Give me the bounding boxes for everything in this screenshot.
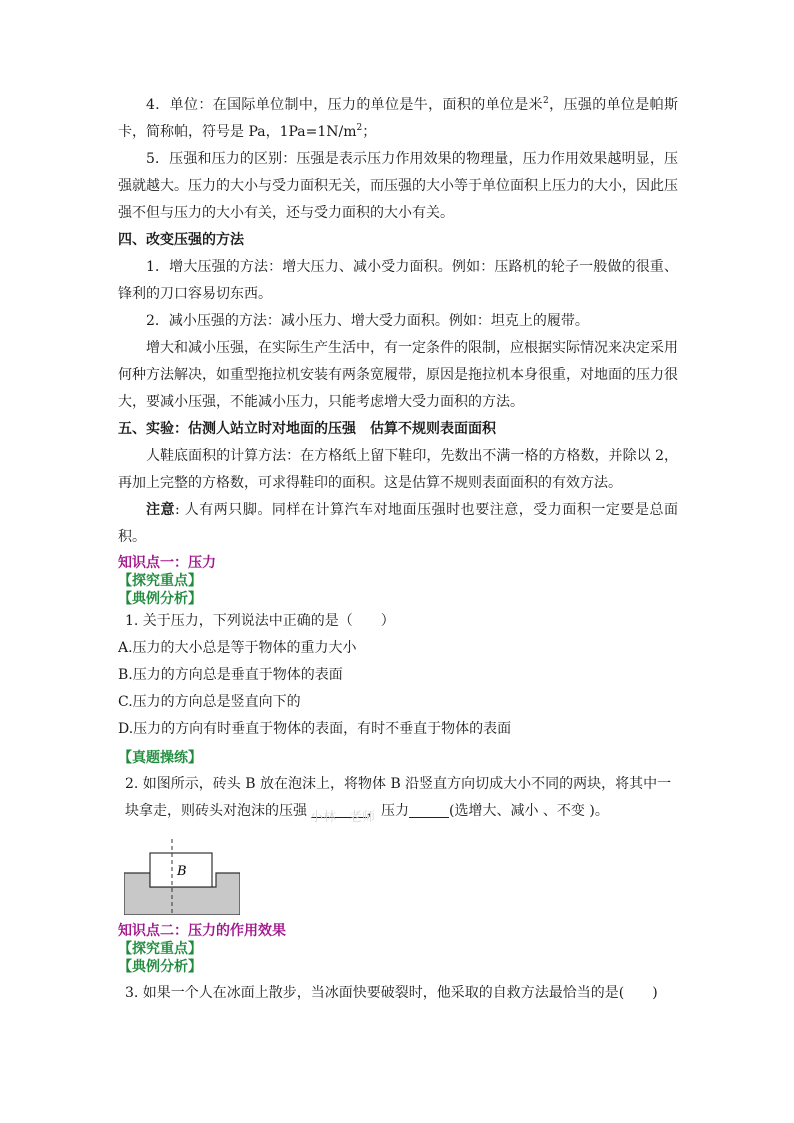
note-paragraph <box>118 497 678 551</box>
tractor-paragraph: 增大和减小压强，在实际生产生活中，有一定条件的限制，应根据实际情况来决定采用何种方法解决，如重型拖拉机安装有两条宽履带，原因是拖拉机本身很重，对地面的压力很大，要减小压强，不能减小压力，只能考虑增大受力面积的方法。 <box>118 340 678 410</box>
kp1-practice-tag: 【真题操练】 <box>118 750 202 766</box>
kp1-focus-tag: 【探究重点】 <box>118 573 202 589</box>
kp2-title: 知识点二：压力的作用效果 <box>118 923 286 939</box>
question-2: 2. 如图所示，砖头 B 放在泡沫上，将物体 B 沿竖直方向切成大小不同的两块，将其中一块拿走，则砖头对泡沫的压强 ，压力 (选增大、减小 、不变 )。 <box>125 776 672 819</box>
document-page <box>118 92 678 1007</box>
question-3: 3. 如果一个人在冰面上散步，当冰面快要破裂时，他采取的自救方法最恰当的是( ) <box>125 985 658 1001</box>
option-d: D.压力的方向有时垂直于物体的表面，有时不垂直于物体的表面 <box>118 721 512 737</box>
option-b: B.压力的方向总是垂直于物体的表面 <box>118 667 343 683</box>
option-a: A.压力的大小总是等于物体的重力大小 <box>118 640 357 656</box>
brick-label: B <box>177 864 187 879</box>
force-blank[interactable] <box>409 803 449 818</box>
decrease-pressure-paragraph: 2．减小压强的方法：减小压力、增大受力面积。例如：坦克上的履带。 <box>146 313 589 329</box>
kp1-title: 知识点一：压力 <box>118 555 216 571</box>
increase-pressure-paragraph: 1．增大压强的方法：增大压力、减小受力面积。例如：压路机的轮子一般做的很重、锋利的刀口容易切东西。 <box>118 259 678 302</box>
note-text: : 人有两只脚。同样在计算汽车对地面压强时也要注意，受力面积一定要是总面积。 <box>118 502 678 545</box>
note-label: 注意 <box>146 502 176 518</box>
kp2-example-tag: 【典例分析】 <box>118 959 202 975</box>
brick-on-foam-figure <box>124 835 240 915</box>
section4-heading: 四、改变压强的方法 <box>118 232 244 248</box>
item5-paragraph: 5．压强和压力的区别：压强是表示压力作用效果的物理量，压力作用效果越明显，压强就越大。压力的大小与受力面积无关，而压强的大小等于单位面积上压力的大小，因此压强不但与压力的大小有关，还与受力面积的大小有关。 <box>118 151 678 221</box>
kp2-focus-tag: 【探究重点】 <box>118 941 202 957</box>
question-1: 1. 关于压力，下列说法中正确的是（ ） <box>125 613 395 629</box>
kp1-example-tag: 【典例分析】 <box>118 591 202 607</box>
section5-heading: 五、实验：估测人站立时对地面的压强 估算不规则表面面积 <box>118 421 496 437</box>
watermark: 小林 老师 <box>310 810 376 825</box>
shoe-area-paragraph: 人鞋底面积的计算方法：在方格纸上留下鞋印，先数出不满一格的方格数，并除以 2，再加上完整的方格数，可求得鞋印的面积。这是估算不规则表面面积的有效方法。 <box>118 448 678 491</box>
option-c: C.压力的方向总是竖直向下的 <box>118 694 301 710</box>
item4-paragraph: 4．单位：在国际单位制中，压力的单位是牛，面积的单位是米$^2$，压强的单位是帕斯卡，简称帕，符号是 Pa，$1Pa=1N/m^2$； <box>118 96 678 140</box>
